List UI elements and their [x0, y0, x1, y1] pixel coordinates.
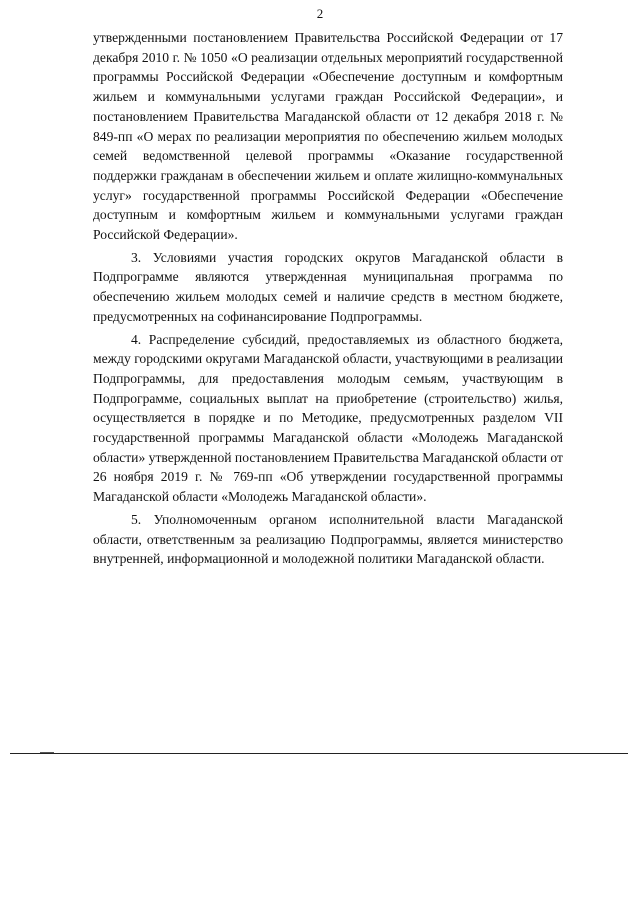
footer-divider-tick	[40, 752, 54, 753]
paragraph-continuation: утвержденными постановлением Правительства Российской Федерации от 17 декабря 2010 г. № 1050 «О реализации отдельных мероприятий государственной программы Российской Федерации «Обеспечение доступным и комфортным жильем и коммунальными услугами граждан Российской Федерации», и постановлением Правительства Магаданской области от 12 декабря 2018 г. № 849-пп «О мерах по реализации мероприятия по обеспечению жильем молодых семей ведомственной целевой программы «Оказание государственной поддержки гражданам в обеспечении жильем и оплате жилищно-коммунальных услуг» государственной программы Российской Федерации «Обеспечение доступным и комфортным жильем и коммунальными услугами граждан Российской Федерации».	[93, 30, 563, 243]
paragraph-item-3: 3. Условиями участия городских округов Магаданской области в Подпрограмме являются утвержденная муниципальная программа по обеспечению жильем молодых семей и наличие средств в местном бюджете, предусмотренных на софинансирование Подпрограммы.	[93, 249, 563, 324]
paragraph-item-5: 5. Уполномоченным органом исполнительной власти Магаданской области, ответственным за реализацию Подпрограммы, является министерство внутренней, информационной и молодежной политики Магаданской области.	[93, 511, 563, 567]
document-body	[93, 28, 563, 569]
paragraph-item-4: 4. Распределение субсидий, предоставляемых из областного бюджета, между городскими округами Магаданской области, участвующими в реализации Подпрограммы, для предоставления молодым семьям, участвующим в Подпрограмме, социальных выплат на приобретение (строительство) жилья, осуществляется в порядке и по Методике, предусмотренных разделом VII государственной программы Магаданской области «Молодежь Магаданской области» утвержденной постановлением Правительства Магаданской области от 26 ноября 2019 г. № 769-пп «Об утверждении государственной программы Магаданской области «Молодежь Магаданской области».	[93, 331, 563, 505]
page-number: 2	[316, 6, 324, 21]
footer-divider-line	[10, 753, 628, 754]
